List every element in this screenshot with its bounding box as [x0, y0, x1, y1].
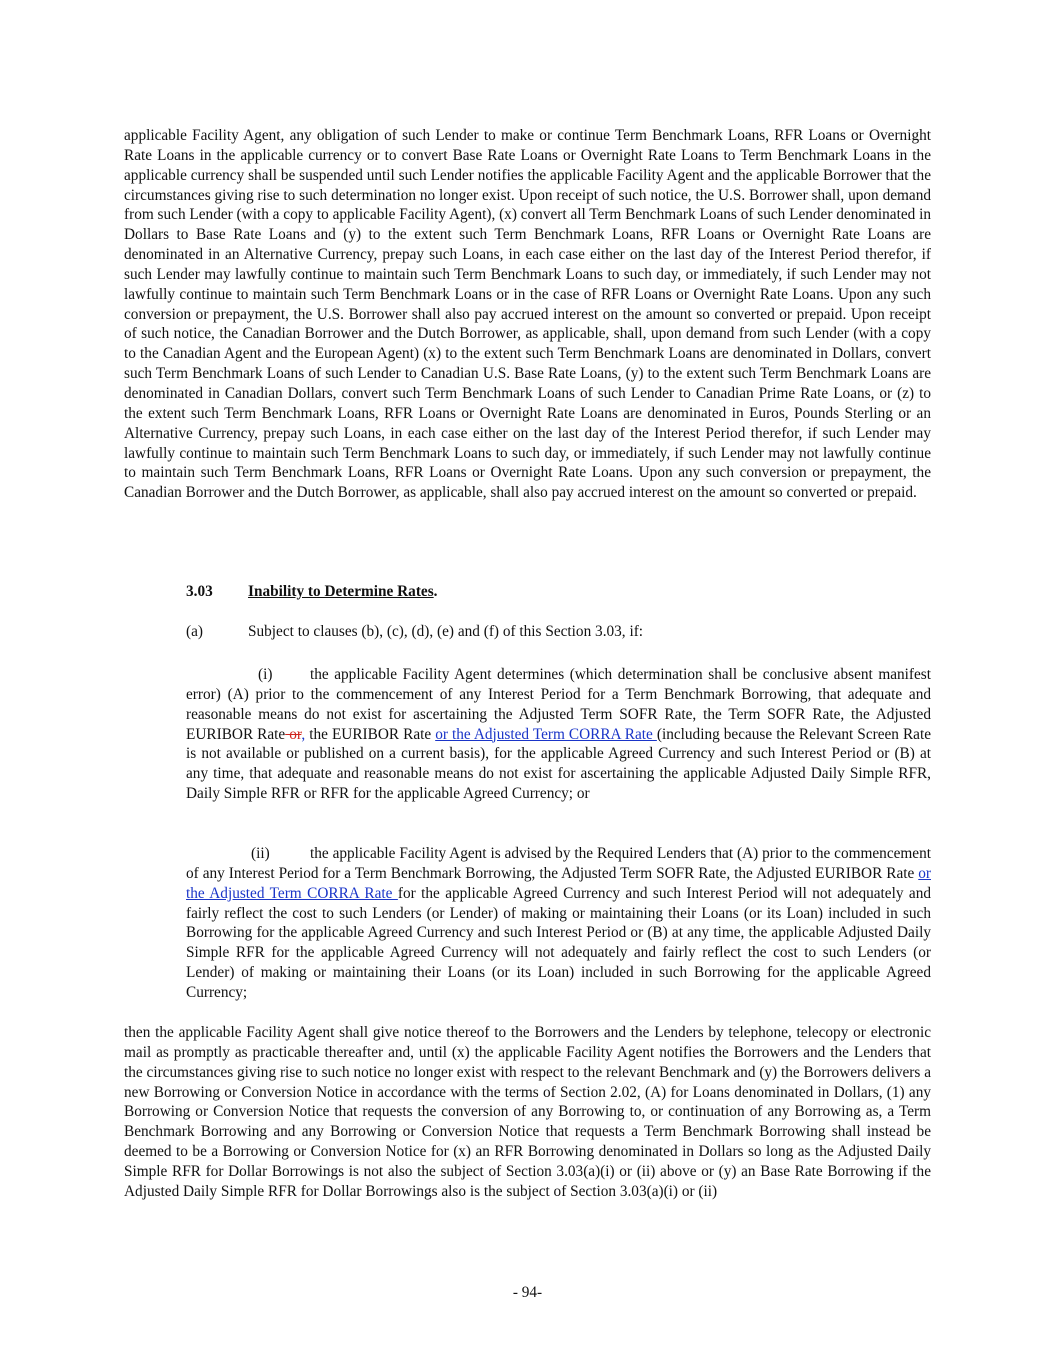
page-number: - 94- — [512, 1284, 543, 1301]
clause-i-insertion-comma: , — [301, 725, 306, 743]
clause-ii-text-2: for the applicable Agreed Currency and such Interest Period will not adequately and fairly reflect the cost to such Lenders (or Lender) of making or maintaining their Loans (or its Loan) included in such Borrowing for the applicable Agreed Currency and such Interest Period or (B) at any time, the applicable Adjusted Daily Simple RFR for the applicable Agreed Currency will not adequately and fairly reflect the cost to such Lenders (or Lender) of making or maintaining their Loans (or its Loan) included in such Borrowing for the applicable Agreed Currency; — [186, 884, 931, 1001]
clause-a-text: Subject to clauses (b), (c), (d), (e) and (f) of this Section 3.03, if: — [248, 623, 644, 640]
section-heading — [186, 582, 437, 602]
paragraph-suspension-continued: applicable Facility Agent, any obligation of such Lender to make or continue Term Benchmark Loans, RFR Loans or Overnight Rate Loans in the applicable currency or to convert Base Rate Loans or Overnight Rate Loans to Term Benchmark Loans in the applicable currency shall be suspended until such Lender notifies the applicable Facility Agent and the applicable Borrower that the circumstances giving rise to such determination no longer exist. Upon receipt of such notice, the U.S. Borrower shall, upon demand from such Lender (with a copy to applicable Facility Agent), (x) convert all Term Benchmark Loans of such Lender denominated in Dollars to Base Rate Loans and (y) to the extent such Term Benchmark Loans, RFR Loans or Overnight Rate Loans are denominated in an Alternative Currency, prepay such Loans, in each case either on the last day of the Interest Period therefor, if such Lender may lawfully continue to maintain such Term Benchmark Loans to such day, or immediately, if such Lender may not lawfully continue to maintain such Term Benchmark Loans or in the case of RFR Loans or Overnight Rate Loans. Upon any such conversion or prepayment, the U.S. Borrower shall also pay accrued interest on the amount so converted or prepaid. Upon receipt of such notice, the Canadian Borrower and the Dutch Borrower, as applicable, shall, upon demand from such Lender (with a copy to the Canadian Agent and the European Agent) (x) to the extent such Term Benchmark Loans are denominated in Dollars, convert such Term Benchmark Loans of such Lender to Canadian U.S. Base Rate Loans, (y) to the extent such Term Benchmark Loans are denominated in Canadian Dollars, convert such Term Benchmark Loans of such Lender to Canadian Prime Rate Loans, or (z) to the extent such Term Benchmark Loans, RFR Loans or Overnight Rate Loans are denominated in Euros, Pounds Sterling or an Alternative Currency, prepay such Loans, in each case either on the last day of the Interest Period therefor, if such Lender may lawfully continue to maintain such Term Benchmark Loans to such day, or immediately, if such Lender may not lawfully continue to maintain such Term Benchmark Loans, RFR Loans or Overnight Rate Loans. Upon any such conversion or prepayment, the Canadian Borrower and the Dutch Borrower, as applicable, shall also pay accrued interest on the amount so converted or prepaid. — [124, 127, 931, 502]
section-title: Inability to Determine Rates — [248, 583, 434, 600]
paragraph-then-notice: then the applicable Facility Agent shall give notice thereof to the Borrowers and the Lenders by telephone, telecopy or electronic mail as promptly as practicable thereafter and, until (x) the applicable Facility Agent notifies the Borrowers and the Lenders that the circumstances giving rise to such notice no longer exist with respect to the relevant Benchmark and (y) the Borrowers delivers a new Borrowing or Conversion Notice in accordance with the terms of Section 2.02, (A) for Loans denominated in Dollars, (1) any Borrowing or Conversion Notice that requests the conversion of any Borrowing to, or continuation of any Borrowing as, a Term Benchmark Borrowing and any Borrowing or Conversion Notice that requests a Term Benchmark Borrowing shall instead be deemed to be a Borrowing or Conversion Notice for (x) an RFR Borrowing denominated in Dollars so long as the Adjusted Daily Simple RFR for Dollar Borrowings is not also the subject of Section 3.03(a)(i) or (ii) above or (y) an Base Rate Borrowing if the Adjusted Daily Simple RFR for Dollar Borrowings also is the subject of Section 3.03(a)(i) or (ii) — [124, 1024, 931, 1200]
clause-ii — [186, 844, 931, 1003]
clause-ii-label: (ii) — [251, 845, 270, 862]
clause-i-deletion: or — [285, 725, 302, 743]
section-number: 3.03 — [186, 583, 213, 600]
clause-i-insertion-corra: or the Adjusted Term CORRA Rate — [435, 725, 657, 743]
clause-i — [186, 665, 931, 804]
clause-ii-text-1: the applicable Facility Agent is advised by the Required Lenders that (A) prior to the commencement of any Interest Period for a Term Benchmark Borrowing, the Adjusted Term SOFR Rate, the Adjusted EURIBOR Rate — [186, 845, 931, 882]
clause-ii-insertion-corra: or the Adjusted Term CORRA Rate — [186, 864, 931, 902]
section-title-period: . — [433, 583, 438, 600]
clause-a — [186, 622, 643, 642]
clause-i-text-2: the EURIBOR Rate — [305, 725, 436, 743]
clause-i-text-1: the applicable Facility Agent determines (which determination shall be conclusive absent manifest error) (A) prior to the commencement of any Interest Period for a Term Benchmark Borrowing, that adequate and reasonable means do not exist for ascertaining the Adjusted Term SOFR Rate, the Term SOFR Rate, the Adjusted EURIBOR Rate — [186, 666, 931, 743]
clause-a-label: (a) — [186, 623, 203, 640]
clause-i-text-3: (including because the Relevant Screen Rate is not available or published on a current basis), for the applicable Agreed Currency and such Interest Period or (B) at any time, that adequate and reasonable means do not exist for ascertaining the applicable Adjusted Daily Simple RFR, Daily Simple RFR or RFR for the applicable Agreed Currency; or — [186, 725, 931, 803]
clause-i-label: (i) — [258, 666, 273, 683]
